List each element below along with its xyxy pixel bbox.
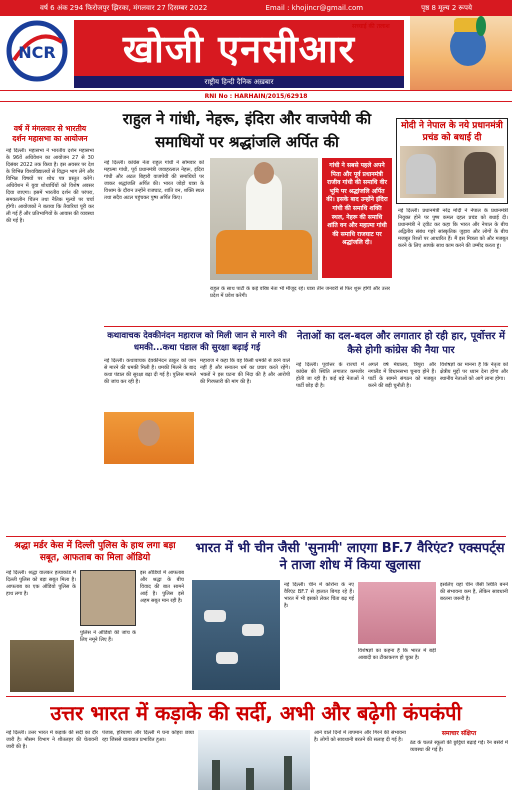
shraddha-col-2: पुलिस ने ऑडियो की जांच के लिए नमूने लिए हैं। (80, 630, 136, 643)
modi-headline[interactable]: मोदी ने नेपाल के नये प्रधानमंत्री प्रचंड को बधाई दी (401, 121, 503, 143)
section2-right-headline[interactable]: नेताओं का दल-बदल और लगातार हो रही हार, पूर्वोत्तर में कैसे होगी कांग्रेस की नैया पार (297, 331, 505, 356)
issue-info: वर्ष 6 अंक 294 फिरोजपुर झिरका, मंगलवार 27 दिसम्बर 2022 (40, 3, 208, 12)
section2-col-d: अगले वर्ष मेघालय, त्रिपुरा और नगालैंड में विधानसभा चुनाव होने हैं। पार्टी के सामने संगठन को मजबूत करने की बड़ी चुनौती है। (368, 362, 436, 389)
tree-1 (212, 760, 220, 790)
page-info: पृष्ठ 8 मूल्य 2 रूपये (421, 3, 472, 12)
rni-number: RNI No : HARHAIN/2015/62918 (204, 92, 308, 100)
bf7-col-2: विशेषज्ञों का कहना है कि भारत में बड़ी आबादी का टीकाकरण हो चुका है। (358, 648, 436, 661)
lead-highlight-box (322, 158, 392, 278)
cold-col-2: पंजाब, हरियाणा और दिल्ली में घना कोहरा छाया रहा जिससे यातायात प्रभावित हुआ। (102, 730, 194, 743)
rahul-photo (210, 158, 318, 280)
news-brief-body: ठंड के चलते स्कूलों की छुट्टियां बढ़ाई गईं। रैन बसेरों में व्यवस्था की गई है। (410, 740, 508, 753)
shraddha-col-1: नई दिल्ली। श्रद्धा वालकर हत्याकांड में दिल्ली पुलिस को बड़ा सबूत मिला है। आफताब का एक ऑडियो पुलिस के हाथ लगा है। (6, 570, 76, 597)
modi-prachanda-photo (400, 146, 504, 198)
police-photo (10, 640, 74, 692)
bf7-headline[interactable]: भारत में भी चीन जैसी 'सुनामी' लाएगा BF.7 वैरिएंट? एक्सपर्ट्स ने ताजा शोध में किया खुलासा (195, 541, 505, 573)
tagline: सच्चाई की तलाश (352, 23, 390, 30)
section2-col-a: नई दिल्ली। कथावाचक देवकीनंदन ठाकुर को जान से मारने की धमकी मिली है। धमकी मिलने के बाद कथा पंडाल की सुरक्षा बढ़ा दी गई है। पुलिस मामले की जांच कर रही है। (104, 358, 196, 385)
divider-1 (104, 326, 508, 327)
tree-3 (284, 756, 292, 790)
masthead (0, 16, 512, 90)
modi-body: नई दिल्ली। प्रधानमंत्री नरेंद्र मोदी ने नेपाल के प्रधानमंत्री नियुक्त होने पर पुष्प कमल दहल प्रचंड को बधाई दी। प्रधानमंत्री ने ट्वीट कर कहा कि भारत और नेपाल के बीच अद्वितीय संबंध गहरे सांस्कृतिक जुड़ाव और लोगों के बीच मजबूत रिश्तों पर आधारित हैं। मैं इस मित्रता को और मजबूत करने के लिए आपके साथ काम करने की उम्मीद करता हूं। (398, 208, 508, 249)
rahul-face (254, 162, 274, 184)
section2-col-b: महाराज ने कहा कि वह किसी धमकी से डरने वाले नहीं हैं और सनातन धर्म का प्रचार करते रहेंगे। भक्तों ने इस घटना की निंदा की है और आरोपी की गिरफ्तारी की मांग की है। (200, 358, 290, 385)
logo-text: NCR (18, 43, 56, 62)
section2-col-c: नई दिल्ली। पूर्वोत्तर के राज्यों में कांग्रेस की स्थिति लगातार कमजोर होती जा रही है। कई बड़े नेताओं ने पार्टी छोड़ दी है। (296, 362, 364, 389)
subtitle: राष्ट्रीय हिन्दी दैनिक अख़बार (204, 77, 274, 86)
modi-figure (406, 154, 436, 194)
divider-3 (6, 696, 506, 697)
mask-3 (216, 652, 238, 664)
email-link[interactable]: Email : khojincr@gmail.com (265, 4, 364, 12)
shraddha-headline[interactable]: श्रद्धा मर्डर केस में दिल्ली पुलिस के हाथ लगा बड़ा सबूत, आफताब का मिला ऑडियो (14, 541, 176, 563)
left-column (6, 124, 94, 534)
devkinandan-face (138, 420, 160, 446)
hospital-photo (358, 582, 436, 644)
lead-headline[interactable]: राहुल ने गांधी, नेहरू, इंदिरा और वाजपेयी की समाधियों पर श्रद्धांजलि अर्पित की (122, 110, 372, 151)
divider-2 (6, 536, 506, 537)
subtitle-strip (74, 76, 404, 88)
peacock-feather-icon (476, 16, 486, 36)
lead-highlight-text: गांधी ने सबसे पहले अपने पिता और पूर्व प्रधानमंत्री राजीव गांधी की समाधि वीर भूमि पर श्रद्धांजलि अर्पित की। इसके बाद उन्होंने इंदिरा गांधी की समाधि शक्ति स्थल, नेहरू की समाधि शांति वन और महात्मा गांधी की समाधि राजघाट पर श्रद्धांजलि दी। (326, 162, 388, 247)
section2-col-e: विशेषज्ञों का मानना है कि नेतृत्व को क्षेत्रीय मुद्दों पर ध्यान देना होगा और स्थानीय नेताओं को आगे लाना होगा। (440, 362, 508, 382)
rni-bar (0, 90, 512, 102)
tree-2 (246, 768, 254, 790)
bf7-col-1: नई दिल्ली। चीन में कोरोना के नए वैरिएंट BF.7 से हालात बिगड़ रहे हैं। भारत में भी इसको लेकर चिंता बढ़ गई है। (284, 582, 354, 609)
left-body: नई दिल्ली। महासभा ने भारतीय दर्शन महासभा के 96वें अधिवेशन का आयोजन 27 से 30 दिसंबर 2022 तक किया है। इस अवसर पर देश के विभिन्न विश्वविद्यालयों से विद्वान भाग लेंगे और विभिन्न विषयों पर शोध पत्र प्रस्तुत करेंगे। अधिवेशन में युवा शोधार्थियों को विशेष अवसर दिया जाएगा। इसमें भारतीय दर्शन की परंपरा, समकालीन चिंतन तथा नैतिक मूल्यों पर चर्चा होगी। आयोजकों ने बताया कि तैयारियां पूरी कर ली गई हैं और प्रतिभागियों के आवास की व्यवस्था की गई है। (6, 148, 94, 224)
lead-col-1: नई दिल्ली। कांग्रेस नेता राहुल गांधी ने सोमवार को महात्मा गांधी, पूर्व प्रधानमंत्री जवाहरलाल नेहरू, इंदिरा गांधी और अटल बिहारी वाजपेयी की समाधियों पर जाकर श्रद्धांजलि अर्पित की। भारत जोड़ो यात्रा के विश्राम के दौरान उन्होंने राजघाट, शांति वन, शक्ति स्थल तथा सदैव अटल पहुंचकर पुष्प अर्पित किए। (104, 160, 204, 201)
mask-2 (242, 624, 264, 636)
krishna-illustration (410, 16, 512, 90)
aftab-photo (80, 570, 136, 626)
cold-wave-headline[interactable]: उत्तर भारत में कड़ाके की सर्दी, अभी और बढ़ेगी कंपकंपी (50, 701, 462, 725)
ncr-logo (6, 20, 68, 82)
news-brief-headline[interactable]: समाचार संक्षिप्त (441, 730, 477, 737)
shraddha-col-3: इस ऑडियो में आफताब और श्रद्धा के बीच विवाद की बात सामने आई है। पुलिस इसे अहम सबूत मान रही है। (140, 570, 184, 604)
bf7-col-3: इसलिए यहां चीन जैसी स्थिति बनने की संभावना कम है, लेकिन सावधानी बरतना जरूरी है। (440, 582, 508, 602)
newspaper-title: खोजी एनसीआर (122, 27, 356, 71)
devkinandan-photo (104, 412, 194, 464)
bf7-photo (192, 580, 280, 690)
snow-photo (198, 730, 310, 790)
cold-col-3: आने वाले दिनों में तापमान और गिरने की संभावना है। लोगों को सावधानी बरतने की सलाह दी गई है। (314, 730, 406, 743)
left-headline[interactable]: वर्ष में मंगलवार से भारतीय दर्शन महासभा का आयोजन (12, 124, 88, 143)
news-brief (410, 730, 508, 796)
cold-col-1: नई दिल्ली। उत्तर भारत में कड़ाके की सर्दी का दौर जारी है। मौसम विभाग ने शीतलहर की चेतावनी जारी की है। (6, 730, 98, 750)
prachanda-figure (464, 152, 496, 194)
mask-1 (204, 610, 226, 622)
top-info-bar (0, 0, 512, 16)
wreath (216, 230, 312, 274)
lead-col-2: राहुल के साथ पार्टी के कई वरिष्ठ नेता भी मौजूद रहे। यात्रा तीन जनवरी से फिर शुरू होगी और उत्तर प्रदेश में प्रवेश करेगी। (210, 286, 390, 299)
section2-left-headline[interactable]: कथावाचक देवकीनंदन महाराज को मिली जान से मारने की धमकी...कथा पंडाल की सुरक्षा बढ़ाई गई (107, 331, 287, 353)
